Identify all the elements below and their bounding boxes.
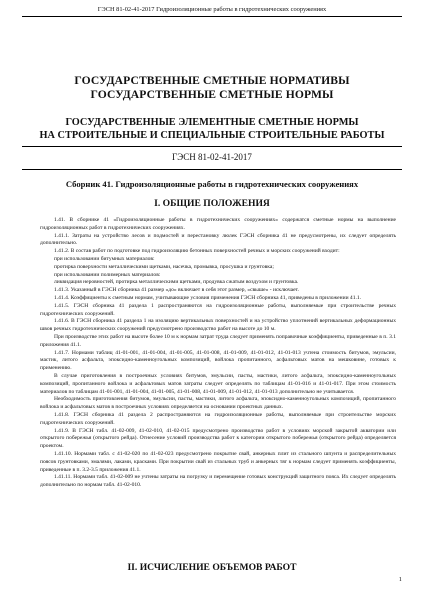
- running-head: ГЭСН 81-02-41-2017 Гидроизоляционные работы в гидротехнических сооружениях: [22, 6, 402, 17]
- page-number: 1: [398, 576, 402, 583]
- document-code: ГЭСН 81-02-41-2017: [172, 152, 252, 162]
- section-heading-2: II. ИСЧИСЛЕНИЕ ОБЪЕМОВ РАБОТ: [127, 562, 297, 573]
- title-line-3: ГОСУДАРСТВЕННЫЕ ЭЛЕМЕНТНЫЕ СМЕТНЫЕ НОРМЫ: [65, 117, 359, 128]
- title-line-4: НА СТРОИТЕЛЬНЫЕ И СПЕЦИАЛЬНЫЕ СТРОИТЕЛЬНЫЕ РАБОТЫ: [39, 129, 385, 141]
- paragraph: при использовании битумных материалов:: [54, 255, 155, 262]
- divider-bottom: [22, 169, 402, 170]
- paragraph: В случае приготовления в построечных условиях битумов, эмульсии, пасты, мастики, литого асфальта, эпоксидно-каменноугольных композиций, пропитанного войлока и асфальтовых матов затраты следует определять по таблицам 41-01-016 и 41-01-017. При этом стоимость материалов по таблицам 41-01-001, 41-01-004, 41-01-005, 41-01-008, 41-01-009, 41-01-012, 41-01-013 дополнительно не учитывается.: [40, 372, 396, 395]
- paragraph: 1.41.8. ГЭСН сборника 41 раздела 2 распространяются на гидроизоляционные работы, выполняемые при строительстве морских гидротехнических сооружений.: [40, 411, 396, 426]
- paragraph: 1.41.6. В ГЭСН сборника 41 раздела 1 на изоляцию вертикальных поверхностей и на устройство уплотнений вертикальных деформационных швов речных гидротехнических сооружений предусмотрено производство работ на высоте до 10 м.: [40, 318, 396, 333]
- paragraph: 1.41.9. В ГЭСН табл. 41-02-009, 41-02-010, 41-02-015 предусмотрено производство работ в условиях морской закрытой акватории или открытого побережья (открытого рейда). Отнесение условий производства работ к категории открытого побережья (открытого рейда) определяется проектом.: [40, 427, 396, 450]
- paragraph: протирка поверхности металлическими щетками, насечка, промывка, просушка и грунтовка;: [54, 263, 274, 270]
- paragraph: ликвидация неровностей, протирка металлическими щетками, продувка сжатым воздухом и грунтовка.: [54, 279, 299, 286]
- paragraph: при использовании полимерных материалов:: [54, 271, 161, 278]
- paragraph: При производстве этих работ на высоте более 10 м к нормам затрат труда следует применять поправочные коэффициенты, приведенные в п. 3.1 приложения 41.1.: [40, 333, 396, 348]
- section-1-body: [40, 217, 396, 490]
- paragraph: 1.41.1. Затраты на устройство лесов и подмостей и перестановку люлек ГЭСН сборника 41 не предусмотрены, их следует определять дополнительно.: [40, 232, 396, 247]
- paragraph: 1.41.10. Нормами табл. с 41-02-020 по 41-02-023 предусмотрено покрытие свай, анкерных плит из стального шпунта и распределительных поясов грунтовками, эмалями, лаками, красками. При покрытии свай из стальных труб и анкерных тяг к нормам следует применять коэффициенты, приведенные в п. 3.2-3.5 приложения 41.1.: [40, 450, 396, 473]
- paragraph: 1.41.7. Нормами таблиц 41-01-001, 41-01-004, 41-01-005, 41-01-008, 41-01-009, 41-01-012, 41-01-013 учтена стоимость битумов, эмульсии, мастик, литого асфальта, эпоксидно-каменноугольных композиций, войлока пропитанного, асфальтовых матов на мешковине, готовых к применению.: [40, 349, 396, 372]
- paragraph: 1.41.11. Нормами табл. 41-02-009 не учтены затраты на погрузку и перемещение готовых конструкций защитного пояса. Их следует определять дополнительно по нормам табл. 41-02-010.: [40, 474, 396, 489]
- paragraph: 1.41.2. В состав работ по подготовке под гидроизоляцию бетонных поверхностей речных и морских сооружений входит:: [54, 248, 340, 255]
- collection-title: Сборник 41. Гидроизоляционные работы в гидротехнических сооружениях: [65, 179, 359, 189]
- paragraph: 1.41.5. ГЭСН сборника 41 раздела 1 распространяются на гидроизоляционные работы, выполняемые при строительстве речных гидротехнических сооружений.: [40, 302, 396, 317]
- paragraph: Необходимость приготовления битумов, эмульсии, пасты, мастики, литого асфальта, эпоксидно-каменноугольных композиций, пропитанного войлока и асфальтовых матов в построечных условиях определяется на основании проектных данных.: [40, 396, 396, 411]
- section-heading-1: I. ОБЩИЕ ПОЛОЖЕНИЯ: [154, 198, 270, 209]
- title-line-2: ГОСУДАРСТВЕННЫЕ СМЕТНЫЕ НОРМЫ: [90, 88, 334, 101]
- paragraph: 1.41. В сборнике 41 «Гидроизоляционные работы в гидротехнических сооружениях» содержатся сметные нормы на выполнение гидроизоляционных работ в гидротехнических сооружениях.: [40, 217, 396, 231]
- title-block: [18, 74, 406, 142]
- paragraph: 1.41.4. Коэффициенты к сметным нормам, учитывающие условия применения ГЭСН сборника 41, приведены в приложении 41.1.: [54, 294, 362, 301]
- title-line-1: ГОСУДАРСТВЕННЫЕ СМЕТНЫЕ НОРМАТИВЫ: [74, 74, 350, 87]
- divider-top: [22, 146, 402, 147]
- paragraph: 1.41.3. Указанный в ГЭСН сборника 41 размер «до» включает в себя этот размер, «свыше» - исключает.: [54, 287, 299, 294]
